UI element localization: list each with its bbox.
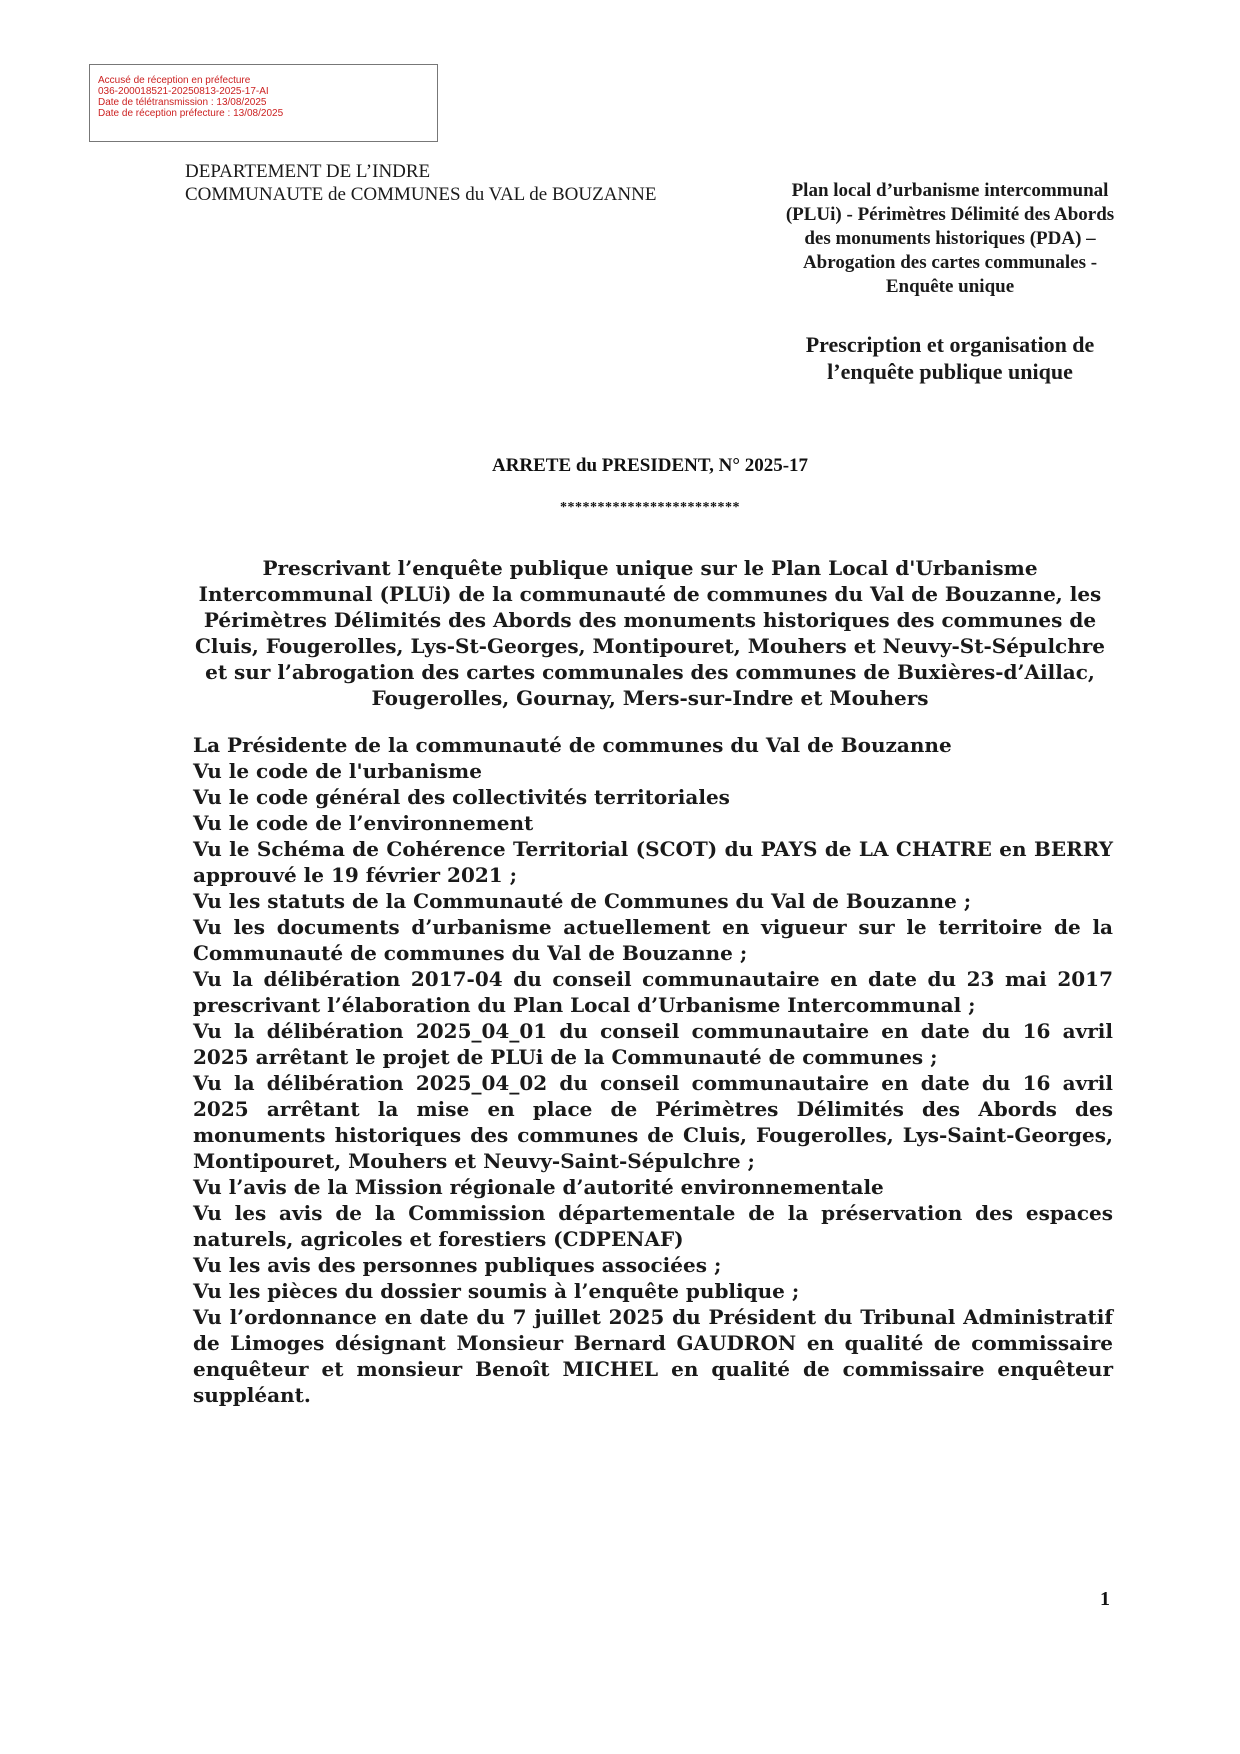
stamp-line: Accusé de réception en préfecture [98,75,251,86]
considerant-line: 2025 arrêtant le projet de PLUi de la Communauté de communes ; [193,1045,938,1069]
considerant-line: Communauté de communes du Val de Bouzanne ; [193,941,748,965]
considerant-line: Vu le code de l'urbanisme [193,759,482,783]
issuer-header [185,160,656,206]
plan-title-block [740,179,1160,299]
considerant-line: Vu le Schéma de Cohérence Territorial (SCOT) du PAYS de LA CHATRE en BERRY [193,837,1113,861]
prefecture-receipt-stamp [89,64,438,142]
subject-title [740,331,1160,385]
prescrivant-line: Cluis, Fougerolles, Lys-St-Georges, Montipouret, Mouhers et Neuvy-St-Sépulchre [194,634,1106,658]
prescrivant-line: Périmètres Délimités des Abords des monuments historiques des communes de [203,608,1097,632]
considerants-list [193,732,1113,1408]
prescrivant-line: et sur l’abrogation des cartes communales des communes de Buxières-d’Aillac, [205,660,1095,684]
considerant-line: approuvé le 19 février 2021 ; [193,863,518,887]
stamp-line: 036-200018521-20250813-2025-17-AI [98,86,269,97]
considerant-line: Vu les avis des personnes publiques associées ; [193,1253,722,1277]
considerant-line: monuments historiques des communes de Cluis, Fougerolles, Lys-Saint-Georges, [193,1123,1113,1147]
considerant-line: Vu les avis de la Commission départementale de la préservation des espaces [193,1201,1113,1225]
considerant-line: Vu le code de l’environnement [193,811,534,835]
community-name: COMMUNAUTE de COMMUNES du VAL de BOUZANNE [185,184,657,205]
considerant-line: Vu l’avis de la Mission régionale d’autorité environnementale [193,1175,884,1199]
considerant-line: enquêteur et monsieur Benoît MICHEL en qualité de commissaire enquêteur [193,1357,1113,1381]
stamp-line: Date de réception préfecture : 13/08/2025 [98,108,284,119]
considerant-line: Montipouret, Mouhers et Neuvy-Saint-Sépulchre ; [193,1149,755,1173]
considerant-line: Vu la délibération 2025_04_01 du conseil communautaire en date du 16 avril [193,1019,1113,1043]
considerant-line: Vu la délibération 2025_04_02 du conseil communautaire en date du 16 avril [193,1071,1113,1095]
prescrivant-line: Intercommunal (PLUi) de la communauté de communes du Val de Bouzanne, les [198,582,1102,606]
considerant-line: suppléant. [193,1383,311,1407]
considerant-line: prescrivant l’élaboration du Plan Local d’Urbanisme Intercommunal ; [193,993,976,1017]
considerant-line: La Présidente de la communauté de communes du Val de Bouzanne [193,733,952,757]
department-name: DEPARTEMENT DE L’INDRE [185,161,431,182]
stamp-line: Date de télétransmission : 13/08/2025 [98,97,267,108]
arrete-title: ARRETE du PRESIDENT, N° 2025-17 [491,455,809,476]
prescrivant-line: Prescrivant l’enquête publique unique sur le Plan Local d'Urbanisme [262,556,1038,580]
plan-title-line: Plan local d’urbanisme intercommunal [791,180,1109,201]
subject-line: l’enquête publique unique [827,359,1073,384]
prescrivant-paragraph [190,555,1110,711]
considerant-line: Vu les statuts de la Communauté de Communes du Val de Bouzanne ; [193,889,972,913]
prescrivant-line: Fougerolles, Gournay, Mers-sur-Indre et Mouhers [371,686,929,710]
considerant-line: 2025 arrêtant la mise en place de Périmètres Délimités des Abords des [193,1097,1113,1121]
considerant-line: Vu le code général des collectivités territoriales [193,785,730,809]
plan-title-line: Enquête unique [885,276,1015,297]
subject-line: Prescription et organisation de [805,332,1095,357]
considerant-line: de Limoges désignant Monsieur Bernard GAUDRON en qualité de commissaire [193,1331,1113,1355]
plan-title-line: Abrogation des cartes communales - [802,252,1098,273]
considerant-line: naturels, agricoles et forestiers (CDPENAF) [193,1227,684,1251]
considerant-line: Vu l’ordonnance en date du 7 juillet 2025 du Président du Tribunal Administratif [193,1305,1113,1329]
plan-title-line: (PLUi) - Périmètres Délimité des Abords [785,204,1115,225]
considerant-line: Vu la délibération 2017-04 du conseil communautaire en date du 23 mai 2017 [193,967,1113,991]
plan-title-line: des monuments historiques (PDA) – [804,228,1096,249]
asterisk-separator: ************************ [560,500,740,515]
considerant-line: Vu les pièces du dossier soumis à l’enquête publique ; [193,1279,800,1303]
considerant-line: Vu les documents d’urbanisme actuellement en vigueur sur le territoire de la [193,915,1113,939]
page-number: 1 [1100,1588,1110,1610]
